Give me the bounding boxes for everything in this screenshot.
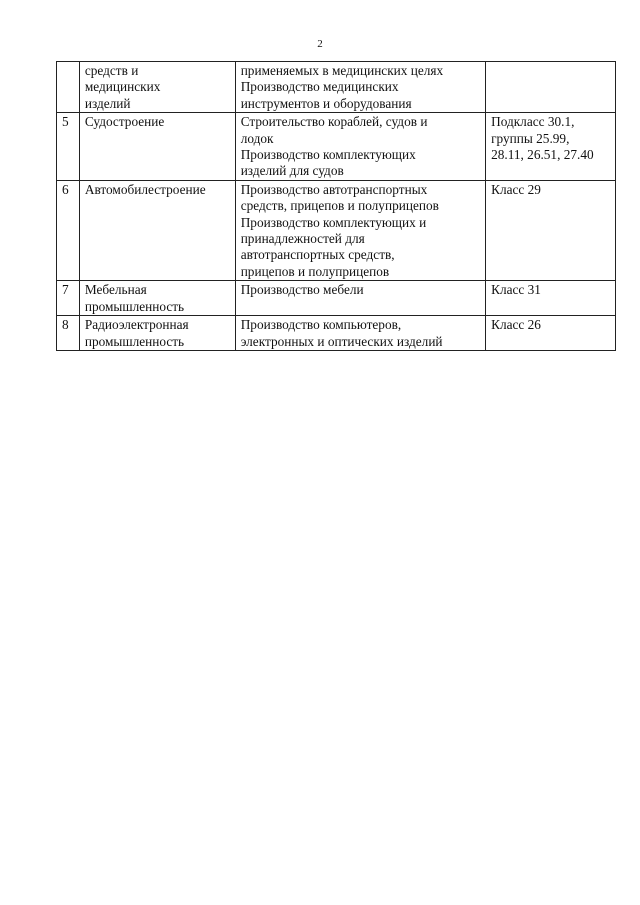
production-line: принадлежностей для	[240, 231, 365, 247]
production-line: инструментов и оборудования	[240, 95, 412, 111]
row-number: 7	[62, 282, 69, 298]
code-cell	[486, 113, 616, 181]
production-cell	[235, 316, 485, 351]
table-row	[57, 62, 616, 113]
production-line: Производство комплектующих и	[240, 214, 427, 230]
industry-line: промышленность	[84, 333, 185, 349]
production-line: электронных и оптических изделий	[240, 333, 443, 349]
row-number: 8	[62, 317, 69, 333]
table-row	[57, 281, 616, 316]
production-cell	[235, 180, 485, 280]
industry-line: средств и	[84, 63, 139, 78]
table-row	[57, 113, 616, 181]
code-line: Класс 29	[491, 181, 541, 197]
row-number-cell	[57, 113, 80, 181]
production-cell	[235, 113, 485, 181]
industry-cell	[79, 281, 235, 316]
production-line: изделий для судов	[240, 163, 344, 179]
row-number-cell	[57, 62, 80, 113]
row-number: 6	[62, 181, 69, 197]
production-line: Производство комплектующих	[240, 147, 416, 163]
code-cell	[486, 281, 616, 316]
code-line: 28.11, 26.51, 27.40	[491, 147, 594, 163]
production-line: Производство компьютеров,	[240, 317, 402, 333]
row-number-cell	[57, 180, 80, 280]
production-line: средств, прицепов и полуприцепов	[240, 198, 439, 214]
production-line: прицепов и полуприцепов	[240, 263, 390, 279]
code-line: Подкласс 30.1,	[491, 114, 575, 130]
row-number: 5	[62, 114, 69, 130]
page-number: 2	[317, 38, 323, 50]
industry-cell	[79, 113, 235, 181]
code-line: группы 25.99,	[491, 130, 570, 146]
industry-cell	[79, 316, 235, 351]
code-line: Класс 26	[491, 317, 541, 333]
production-line: Строительство кораблей, судов и	[240, 114, 428, 130]
industry-line: медицинских	[84, 79, 161, 95]
production-line: Производство мебели	[240, 282, 364, 298]
production-line: автотранспортных средств,	[240, 247, 395, 263]
production-line: Производство медицинских	[240, 79, 399, 95]
code-line: Класс 31	[491, 282, 541, 298]
industry-line: Радиоэлектронная	[84, 317, 189, 333]
code-cell	[486, 62, 616, 113]
production-line: лодок	[240, 130, 274, 146]
production-line: Производство автотранспортных	[240, 181, 428, 197]
table-row	[57, 180, 616, 280]
industry-line: Мебельная	[84, 282, 147, 298]
code-cell	[486, 316, 616, 351]
industry-line: Судостроение	[84, 114, 165, 130]
production-line: применяемых в медицинских целях	[240, 63, 444, 78]
row-number-cell	[57, 316, 80, 351]
industry-cell	[79, 62, 235, 113]
industry-line: Автомобилестроение	[84, 181, 206, 197]
industry-line: изделий	[84, 95, 131, 111]
industry-table	[56, 61, 616, 351]
industry-cell	[79, 180, 235, 280]
industry-line: промышленность	[84, 298, 185, 314]
row-number-cell	[57, 281, 80, 316]
code-cell	[486, 180, 616, 280]
production-cell	[235, 62, 485, 113]
table-row	[57, 316, 616, 351]
production-cell	[235, 281, 485, 316]
